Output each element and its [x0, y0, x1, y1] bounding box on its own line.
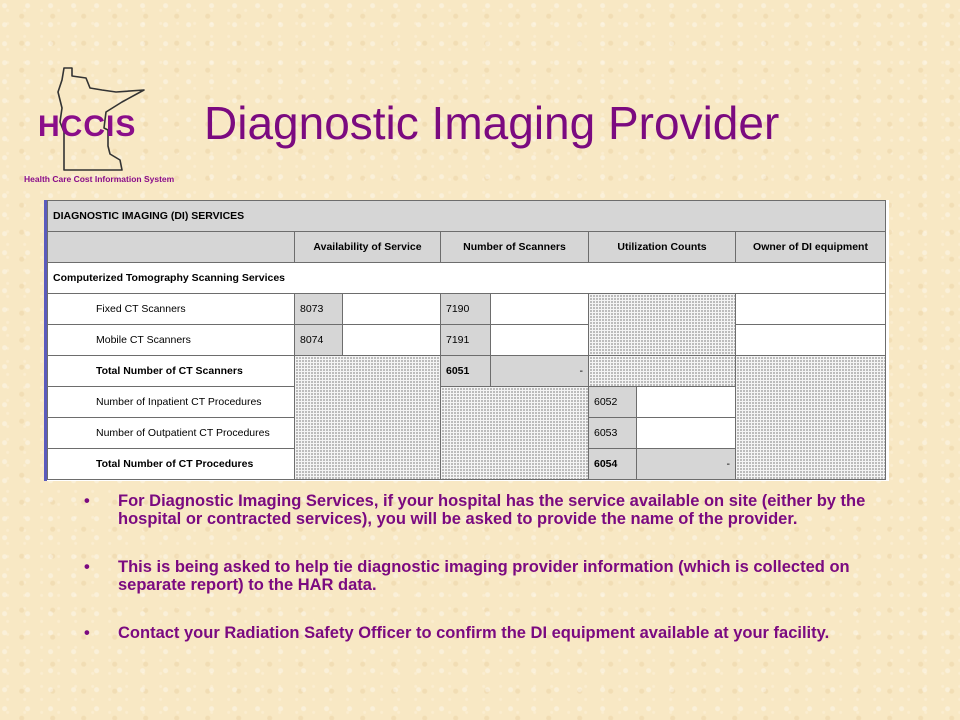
shaded-cell	[589, 294, 736, 356]
scanners-total-value: -	[491, 356, 589, 387]
page-title: Diagnostic Imaging Provider	[204, 97, 780, 149]
scanners-input[interactable]	[491, 294, 589, 325]
logo-text: HCCIS	[38, 110, 137, 143]
availability-code: 8073	[295, 294, 343, 325]
owner-input[interactable]	[736, 294, 886, 325]
availability-code: 8074	[295, 325, 343, 356]
row-label: Number of Outpatient CT Procedures	[48, 418, 295, 449]
utilization-code: 6052	[589, 387, 637, 418]
row-label: Fixed CT Scanners	[48, 294, 295, 325]
col-scanners: Number of Scanners	[441, 232, 589, 263]
row-label: Mobile CT Scanners	[48, 325, 295, 356]
scanners-code: 6051	[441, 356, 491, 387]
bullet-item	[84, 492, 884, 528]
bullet-text: This is being asked to help tie diagnostic imaging provider information (which is collected on separate report) to the HAR data.	[118, 558, 850, 594]
header-blank	[48, 232, 295, 263]
hccis-logo	[24, 66, 184, 190]
table-row	[48, 294, 886, 325]
col-utilization: Utilization Counts	[589, 232, 736, 263]
owner-input[interactable]	[736, 325, 886, 356]
bullet-dot-icon: •	[84, 624, 90, 642]
bullet-text: Contact your Radiation Safety Officer to confirm the DI equipment available at your facility.	[118, 624, 830, 642]
row-label: Number of Inpatient CT Procedures	[48, 387, 295, 418]
bullet-text: For Diagnostic Imaging Services, if your hospital has the service available on site (either by the hospital or contracted services), you will be asked to provide the name of the provider.	[118, 492, 866, 528]
section-header-row	[48, 201, 886, 232]
bullet-dot-icon: •	[84, 492, 90, 510]
col-owner: Owner of DI equipment	[736, 232, 886, 263]
scanners-code: 7191	[441, 325, 491, 356]
utilization-input[interactable]	[637, 418, 736, 449]
utilization-total-value: -	[637, 449, 736, 480]
bullet-dot-icon: •	[84, 558, 90, 576]
utilization-input[interactable]	[637, 387, 736, 418]
col-availability: Availability of Service	[295, 232, 441, 263]
utilization-code: 6054	[589, 449, 637, 480]
utilization-code: 6053	[589, 418, 637, 449]
shaded-cell	[441, 387, 589, 480]
row-label: Total Number of CT Scanners	[48, 356, 295, 387]
logo-subtitle: Health Care Cost Information System	[24, 174, 175, 184]
availability-input[interactable]	[343, 294, 441, 325]
bullet-item	[84, 624, 884, 642]
shaded-cell	[589, 356, 736, 387]
bullet-list	[84, 492, 884, 672]
di-services-table	[44, 200, 889, 481]
row-label: Total Number of CT Procedures	[48, 449, 295, 480]
scanners-input[interactable]	[491, 325, 589, 356]
scanners-code: 7190	[441, 294, 491, 325]
group-row	[48, 263, 886, 294]
table-row	[48, 325, 886, 356]
group-title: Computerized Tomography Scanning Services	[48, 263, 886, 294]
availability-input[interactable]	[343, 325, 441, 356]
table-row	[48, 356, 886, 387]
bullet-item	[84, 558, 884, 594]
shaded-cell	[295, 356, 441, 480]
section-title: DIAGNOSTIC IMAGING (DI) SERVICES	[48, 201, 886, 232]
shaded-cell	[736, 356, 886, 480]
column-header-row	[48, 232, 886, 263]
